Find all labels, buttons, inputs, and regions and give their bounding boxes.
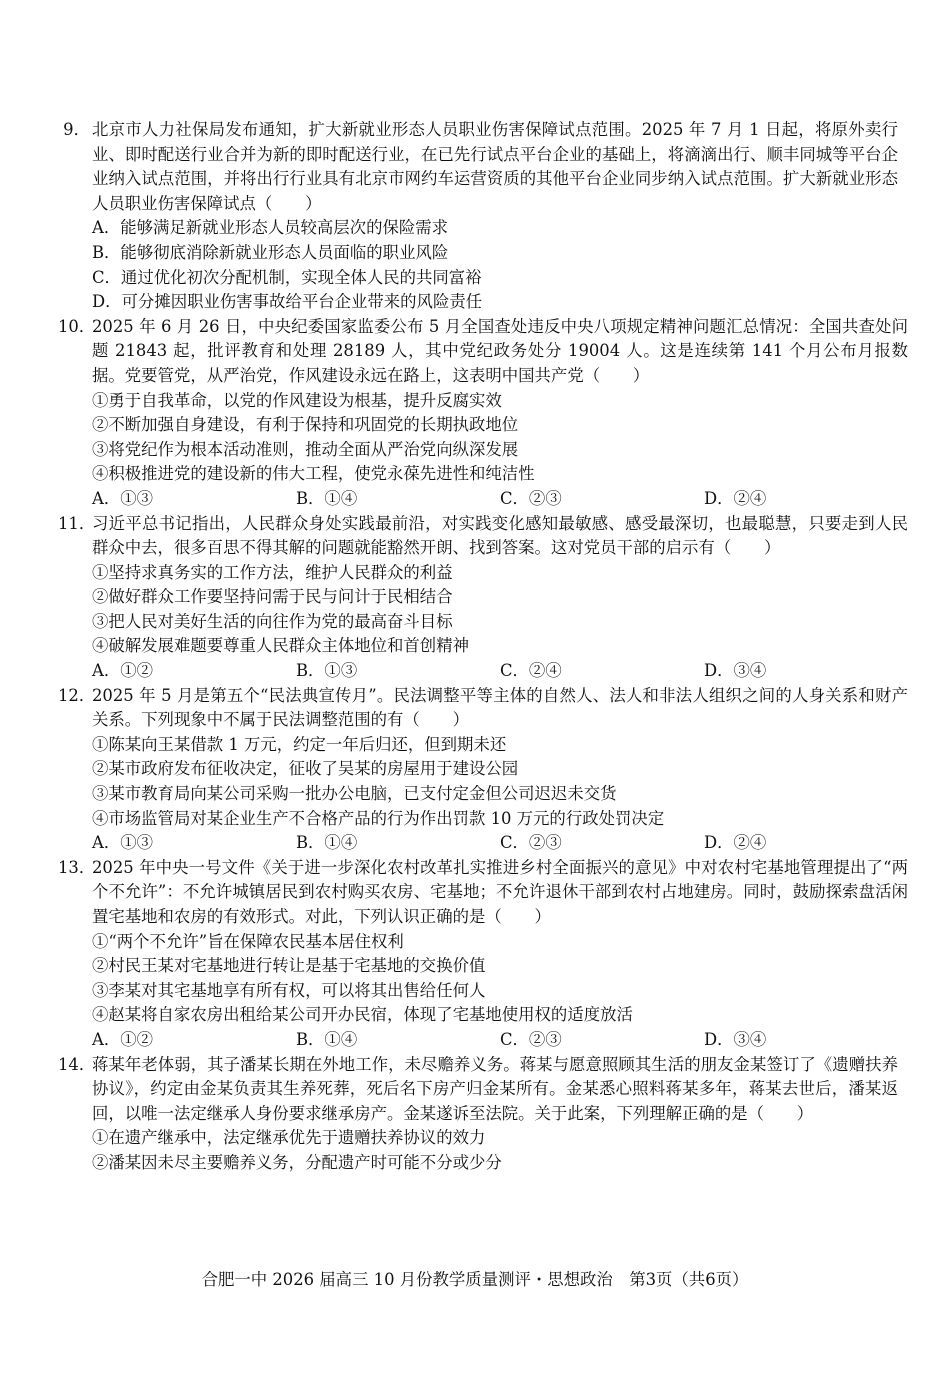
choice-d: D．②④: [704, 488, 767, 508]
statement-4: ④市场监管局对某企业生产不合格产品的行为作出罚款 10 万元的行政处罚决定: [92, 808, 665, 828]
statement-1: ①在遗产继承中，法定继承优先于遗赠扶养协议的效力: [92, 1128, 486, 1148]
question-stem: 北京市人力社保局发布通知，扩大新就业形态人员职业伤害保障试点范围。2025 年 7 月 1 日起，将原外卖行业、即时配送行业合并为新的即时配送行业，在已先行试点平台企业的基础上，将滴滴出行、顺丰同城等平台企业纳入试点范围，并将出行行业具有北京市网约车运营资质的其他平台企业同步纳入试点范围。扩大新就业形态人员职业伤害保障试点（ ）: [92, 120, 898, 213]
page-footer: 合肥一中 2026 届高三 10 月份教学质量测评・思想政治 第3页（共6页）: [201, 1270, 749, 1289]
choice-c: C．②④: [500, 661, 562, 681]
statement-2: ②某市政府发布征收决定，征收了吴某的房屋用于建设公园: [92, 759, 519, 779]
question-body: [90, 856, 908, 1053]
question-number: 13．: [58, 857, 96, 877]
choice-b: B．①④: [296, 833, 358, 853]
question-body: [90, 315, 908, 512]
statement-3: ③李某对其宅基地享有所有权，可以将其出售给任何人: [92, 980, 486, 1000]
question-number: 11．: [58, 513, 96, 533]
question-12: [58, 684, 908, 856]
question-stem: 习近平总书记指出，人民群众身处实践最前沿，对实践变化感知最敏感、感受最深切，也最聪慧，只要走到人民群众中去，很多百思不得其解的问题就能豁然开朗、找到答案。这对党员干部的启示有（ ）: [92, 513, 908, 558]
statement-1: ①勇于自我革命，以党的作风建设为根基，提升反腐实效: [92, 390, 502, 410]
choice-a: A．①②: [92, 1029, 154, 1049]
option-a: A．能够满足新就业形态人员较高层次的保险需求: [92, 218, 449, 238]
question-stem: 2025 年 6 月 26 日，中央纪委国家监委公布 5 月全国查处违反中央八项规定精神问题汇总情况：全国共查处问题 21843 起，批评教育和处理 28189 人，其中党纪政务处分 19004 人。这是连续第 141 个月公布月报数据。党要管党，从严治党，作风建设永远在路上，这表明中国共产党（ ）: [92, 316, 908, 385]
statement-3: ③将党纪作为根本活动准则，推动全面从严治党向纵深发展: [92, 439, 519, 459]
question-number: 12．: [58, 685, 96, 705]
choice-b: B．①④: [296, 488, 358, 508]
option-c: C．通过优化初次分配机制，实现全体人民的共同富裕: [92, 267, 482, 287]
choice-c: C．②③: [500, 833, 562, 853]
statement-1: ①坚持求真务实的工作方法，维护人民群众的利益: [92, 562, 453, 582]
question-11: [58, 512, 908, 684]
answer-choices: [92, 831, 908, 856]
choice-c: C．②③: [500, 1029, 562, 1049]
question-body: [90, 118, 898, 315]
option-d: D．可分摊因职业伤害事故给平台企业带来的风险责任: [92, 292, 483, 312]
choice-d: D．②④: [704, 833, 767, 853]
statement-2: ②不断加强自身建设，有利于保持和巩固党的长期执政地位: [92, 415, 519, 435]
statement-2: ②潘某因未尽主要赡养义务，分配遗产时可能不分或少分: [92, 1152, 502, 1172]
question-14: [58, 1053, 898, 1176]
statement-2: ②村民王某对宅基地进行转让是基于宅基地的交换价值: [92, 956, 486, 976]
question-stem: 2025 年 5 月是第五个“民法典宣传月”。民法调整平等主体的自然人、法人和非法人组织之间的人身关系和财产关系。下列现象中不属于民法调整范围的有（ ）: [92, 685, 908, 730]
answer-choices: [92, 1028, 908, 1053]
question-10: [58, 315, 908, 512]
question-number: 14．: [58, 1054, 96, 1074]
question-9: [58, 118, 898, 315]
statement-1: ①“两个不允许”旨在保障农民基本居住权利: [92, 931, 404, 951]
question-stem: 蒋某年老体弱，其子潘某长期在外地工作，未尽赡养义务。蒋某与愿意照顾其生活的朋友金某签订了《遗赠扶养协议》，约定由金某负责其生养死葬，死后名下房产归金某所有。金某悉心照料蒋某多年，蒋某去世后，潘某返回，以唯一法定继承人身份要求继承房产。金某遂诉至法院。关于此案，下列理解正确的是（ ）: [92, 1054, 898, 1123]
choice-a: A．①③: [92, 833, 154, 853]
choice-a: A．①③: [92, 488, 154, 508]
statement-4: ④赵某将自家农房出租给某公司开办民宿，体现了宅基地使用权的适度放活: [92, 1005, 633, 1025]
question-body: [90, 1053, 898, 1176]
choice-b: B．①③: [296, 661, 358, 681]
question-number: 9．: [63, 120, 90, 139]
statement-3: ③某市教育局向某公司采购一批办公电脑，已支付定金但公司迟迟未交货: [92, 784, 617, 804]
statement-4: ④破解发展难题要尊重人民群众主体地位和首创精神: [92, 636, 469, 656]
answer-choices: [92, 659, 908, 684]
choice-b: B．①④: [296, 1029, 358, 1049]
choice-a: A．①②: [92, 661, 154, 681]
choice-d: D．③④: [704, 1029, 767, 1049]
question-stem: 2025 年中央一号文件《关于进一步深化农村改革扎实推进乡村全面振兴的意见》中对农村宅基地管理提出了“两个不允许”：不允许城镇居民到农村购买农房、宅基地；不允许退休干部到农村占地建房。同时，鼓励探索盘活闲置宅基地和农房的有效形式。对此，下列认识正确的是（ ）: [92, 857, 908, 926]
statement-3: ③把人民对美好生活的向往作为党的最高奋斗目标: [92, 611, 453, 631]
statement-2: ②做好群众工作要坚持问需于民与问计于民相结合: [92, 587, 453, 607]
choice-d: D．③④: [704, 661, 767, 681]
option-b: B．能够彻底消除新就业形态人员面临的职业风险: [92, 242, 449, 262]
question-body: [90, 512, 908, 684]
statement-1: ①陈某向王某借款 1 万元，约定一年后归还，但到期未还: [92, 734, 507, 754]
question-body: [90, 684, 908, 856]
question-13: [58, 856, 908, 1053]
choice-c: C．②③: [500, 488, 562, 508]
question-number: 10．: [58, 316, 96, 336]
question-list: [58, 118, 908, 1176]
statement-4: ④积极推进党的建设新的伟大工程，使党永葆先进性和纯洁性: [92, 464, 535, 484]
answer-choices: [92, 487, 908, 512]
